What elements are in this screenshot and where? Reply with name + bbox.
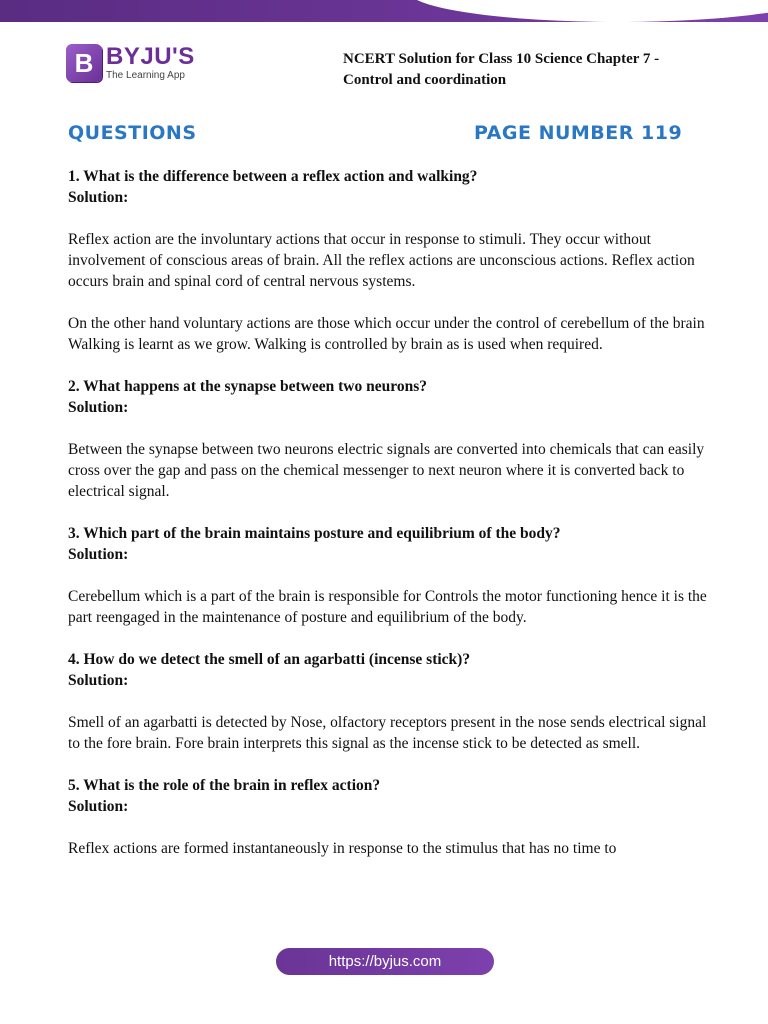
answer-paragraph: On the other hand voluntary actions are those which occur under the control of cerebellum of the brain Walking is learnt as we grow. Walking is controlled by brain as is used when required. [68, 315, 705, 353]
solution-label: Solution: [68, 672, 129, 689]
answer-paragraph: Reflex action are the involuntary actions that occur in response to stimuli. They occur without involvement of conscious areas of brain. All the reflex actions are unconscious actions. Reflex action occurs brain and spinal cord of central nervous systems. [68, 231, 695, 290]
answer-paragraph: Reflex actions are formed instantaneously in response to the stimulus that has no time to [68, 840, 617, 857]
solution-label: Solution: [68, 189, 129, 206]
question-text: 3. Which part of the brain maintains posture and equilibrium of the body? [68, 525, 561, 542]
question-text: 2. What happens at the synapse between two neurons? [68, 378, 427, 395]
document-title-line-1: NCERT Solution for Class 10 Science Chapter 7 - [343, 51, 660, 67]
qa-item [68, 775, 708, 859]
logo-brand-name: BYJU'S [106, 43, 195, 70]
question-text: 5. What is the role of the brain in reflex action? [68, 777, 381, 794]
byjus-logo[interactable] [66, 44, 195, 82]
byjus-b-logo-icon: B [66, 44, 102, 82]
qa-item [68, 649, 708, 754]
document-title-line-2: Control and coordination [343, 72, 507, 88]
solution-label: Solution: [68, 546, 129, 563]
answer-paragraph: Cerebellum which is a part of the brain is responsible for Controls the motor functioning hence it is the part reengaged in the maintenance of posture and equilibrium of the body. [68, 588, 707, 626]
question-text: 4. How do we detect the smell of an agarbatti (incense stick)? [68, 651, 471, 668]
question-text: 1. What is the difference between a reflex action and walking? [68, 168, 478, 185]
logo-tagline: The Learning App [106, 70, 185, 81]
qa-item [68, 166, 708, 355]
document-title [343, 49, 743, 91]
qa-item [68, 376, 708, 502]
page-number-heading: PAGE NUMBER 119 [474, 122, 683, 144]
questions-heading: QUESTIONS [68, 122, 197, 144]
solution-label: Solution: [68, 399, 129, 416]
logo-text [106, 45, 195, 81]
top-decorative-bar [0, 0, 768, 22]
answer-paragraph: Between the synapse between two neurons electric signals are converted into chemicals that can easily cross over the gap and pass on the chemical messenger to next neuron where it is converted back to electrical signal. [68, 441, 705, 500]
qa-item [68, 523, 708, 628]
solution-label: Solution: [68, 798, 129, 815]
qa-content [68, 166, 708, 880]
answer-paragraph: Smell of an agarbatti is detected by Nose, olfactory receptors present in the nose sends electrical signal to the fore brain. Fore brain interprets this signal as the incense stick to be detected as smell. [68, 714, 707, 752]
footer-url-link[interactable]: https://byjus.com [276, 948, 494, 975]
